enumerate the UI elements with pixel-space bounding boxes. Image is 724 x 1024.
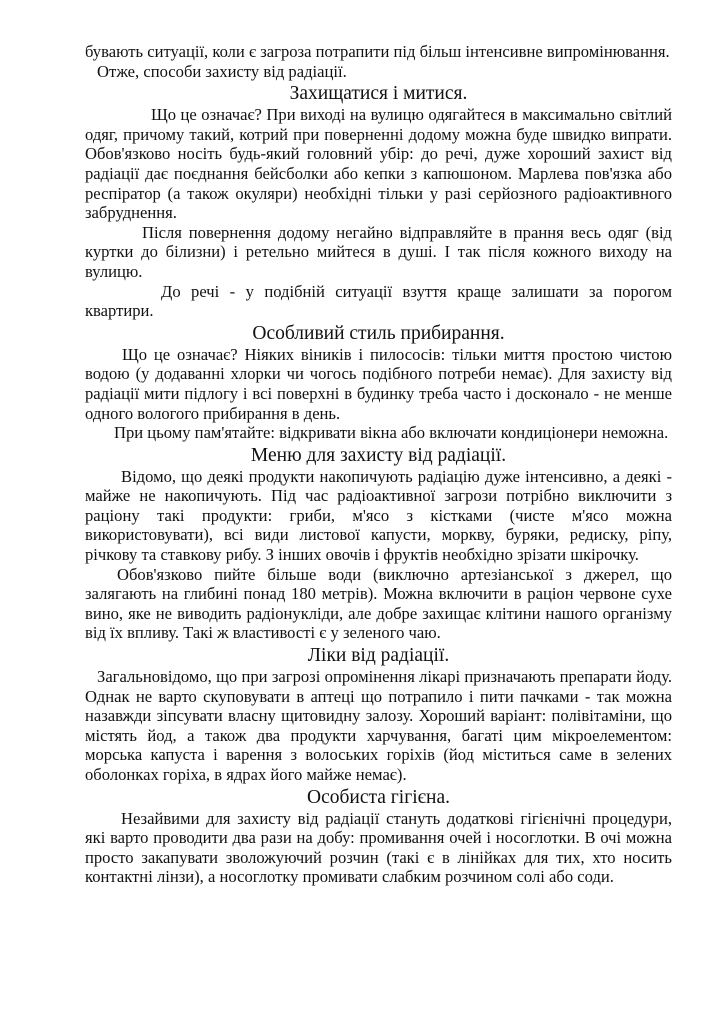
section-paragraph: Незайвими для захисту від радіації стануть додаткові гігієнічні процедури, які варто проводити два рази на добу: промивання очей і носоглотки. В очі можна просто закапувати зволожуючий розчин (такі є в лінійках для тих, хто носить контактні лінзи), а носоглотку промивати слабким розчином солі або соди.	[85, 808, 672, 887]
section-protect-wash	[85, 82, 672, 321]
section-menu	[85, 444, 672, 643]
section-paragraph: Відомо, що деякі продукти накопичують радіацію дуже інтенсивно, а деякі - майже не накопичують. Під час радіоактивної загрози потрібно виключити з раціону такі продукти: гриби, м'ясо з кістками (чисте м'ясо можна використовувати), всі види листової капусти, моркву, буряки, редиску, ріпу, річкову та ставкову рибу. З інших овочів і фруктів необхідно зрізати шкірочку.	[85, 466, 672, 565]
section-heading: Особиста гігієна.	[307, 786, 450, 808]
section-paragraph: Що це означає? При виході на вулицю одягайтеся в максимально світлий одяг, причому такий, котрий при поверненні додому можна буде швидко випрати. Обов'язково носіть будь-який головний убір: до речі, дуже хороший захист від радіації дає поєднання бейсболки або кепки з капюшоном. Марлева пов'язка або респіратор (а також окуляри) необхідні тільки у разі серйозного радіоактивного забруднення.	[85, 105, 672, 223]
section-paragraph: Обов'язково пийте більше води (виключно артезіанської з джерел, що залягають на глибині понад 180 метрів). Можна включити в раціон червоне сухе вино, яке не виводить радіонукліди, але добре захищає клітини нашого організму від їх впливу. Такі ж властивості є у зеленого чаю.	[85, 564, 672, 643]
section-paragraph: До речі - у подібній ситуації взуття краще залишати за порогом квартири.	[85, 281, 672, 321]
intro-paragraph-1: бувають ситуації, коли є загроза потрапити під більш інтенсивне випромінювання.	[85, 42, 670, 61]
section-heading: Захищатися і митися.	[289, 83, 468, 105]
document-body	[85, 42, 672, 887]
section-medicine	[85, 644, 672, 785]
section-paragraph: Що це означає? Ніяких віників і пилососів: тільки миття простою чистою водою (у додаванні хлорки чи чогось подібного потреби немає). Для захисту від радіації мити підлогу і всі поверхні в будинку треба часто і досконало - не менше одного вологого прибирання в день.	[85, 344, 672, 423]
section-heading: Особливий стиль прибирання.	[252, 322, 505, 344]
section-paragraph: Загальновідомо, що при загрозі опромінення лікарі призначають препарати йоду. Однак не варто скуповувати в аптеці що потрапило і пити пачками - так можна назавжди зіпсувати власну щитовидну залозу. Хороший варіант: полівітаміни, що містять йод, а також два продукти харчування, багаті цим мікроелементом: морська капуста і варення з волоських горіхів (йод міститься саме в зелених оболонках горіха, в ядрах його майже немає).	[85, 667, 672, 784]
section-cleaning	[85, 322, 672, 443]
section-hygiene	[85, 786, 672, 887]
intro-paragraph-2: Отже, способи захисту від радіації.	[97, 61, 347, 81]
section-paragraph: Після повернення додому негайно відправляйте в прання весь одяг (від куртки до білизни) і ретельно мийтеся в душі. І так після кожного виходу на вулицю.	[85, 222, 672, 281]
section-paragraph: При цьому пам'ятайте: відкривати вікна або включати кондиціонери неможна.	[114, 423, 669, 443]
section-heading: Ліки від радіації.	[307, 645, 450, 667]
section-heading: Меню для захисту від радіації.	[250, 444, 507, 466]
